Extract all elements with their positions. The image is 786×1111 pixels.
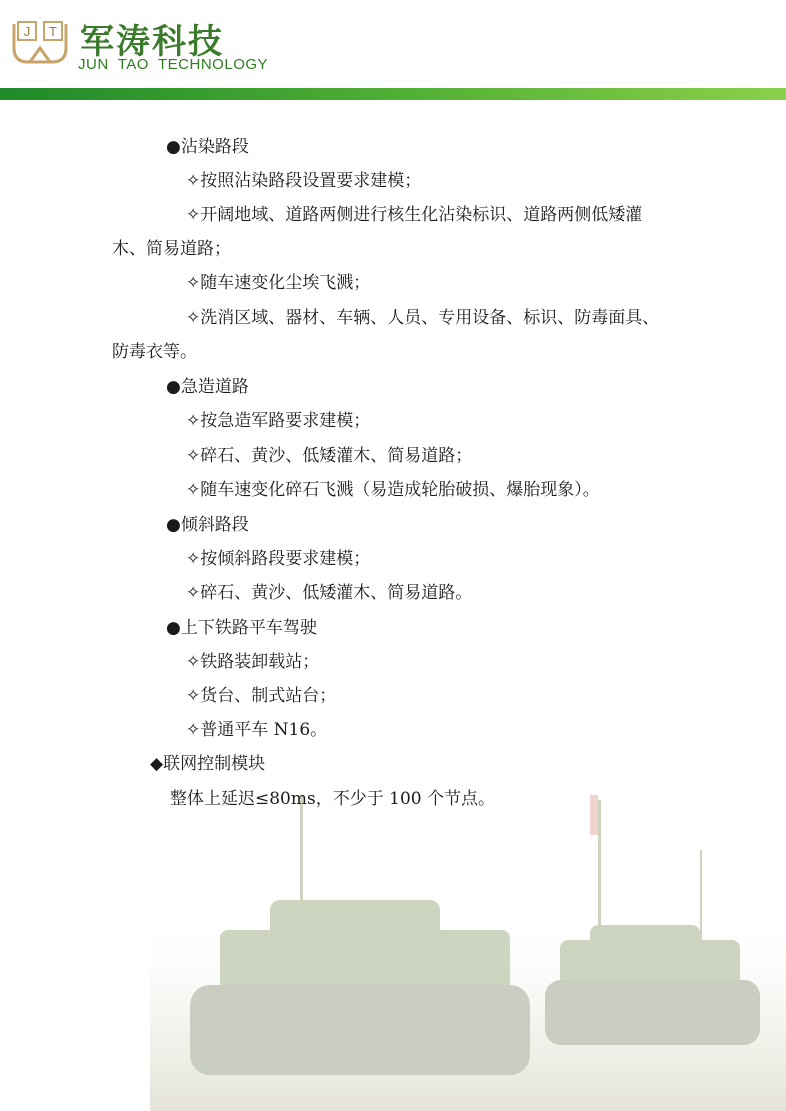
list-item: ✧铁路装卸载站； <box>186 652 320 672</box>
list-item: ✧按倾斜路段要求建模； <box>186 549 371 569</box>
list-item: ✧货台、制式站台； <box>186 686 337 706</box>
logo-letter-j: J <box>23 24 31 39</box>
module-heading: ◆联网控制模块 <box>150 754 266 774</box>
logo-letter-t: T <box>49 24 57 39</box>
list-item: ✧随车速变化碎石飞溅（易造成轮胎破损、爆胎现象）。 <box>186 480 600 500</box>
list-item: ✧洗消区域、器材、车辆、人员、专用设备、标识、防毒面具、 <box>186 308 660 328</box>
list-item: ✧碎石、黄沙、低矮灌木、简易道路； <box>186 446 473 466</box>
list-item-continuation: 木、简易道路； <box>112 239 231 259</box>
list-item: ✧随车速变化尘埃飞溅； <box>186 273 371 293</box>
company-name-en: JUN TAO TECHNOLOGY <box>78 56 269 73</box>
list-item: ✧开阔地域、道路两侧进行核生化沾染标识、道路两侧低矮灌 <box>186 205 643 225</box>
company-name-cn: 军涛科技 <box>80 22 224 62</box>
list-item: ✧按急造军路要求建模； <box>186 411 371 431</box>
section-heading: ●倾斜路段 <box>166 515 249 535</box>
list-item: ✧按照沾染路段设置要求建模； <box>186 171 422 191</box>
section-heading: ●急造道路 <box>166 377 249 397</box>
list-item-continuation: 防毒衣等。 <box>112 342 197 362</box>
module-description: 整体上延迟≤80ms，不少于 100 个节点。 <box>170 789 495 809</box>
section-heading: ●沾染路段 <box>166 137 249 157</box>
list-item: ✧普通平车 N16。 <box>186 720 328 740</box>
list-item: ✧碎石、黄沙、低矮灌木、简易道路。 <box>186 583 473 603</box>
section-heading: ●上下铁路平车驾驶 <box>166 618 317 638</box>
